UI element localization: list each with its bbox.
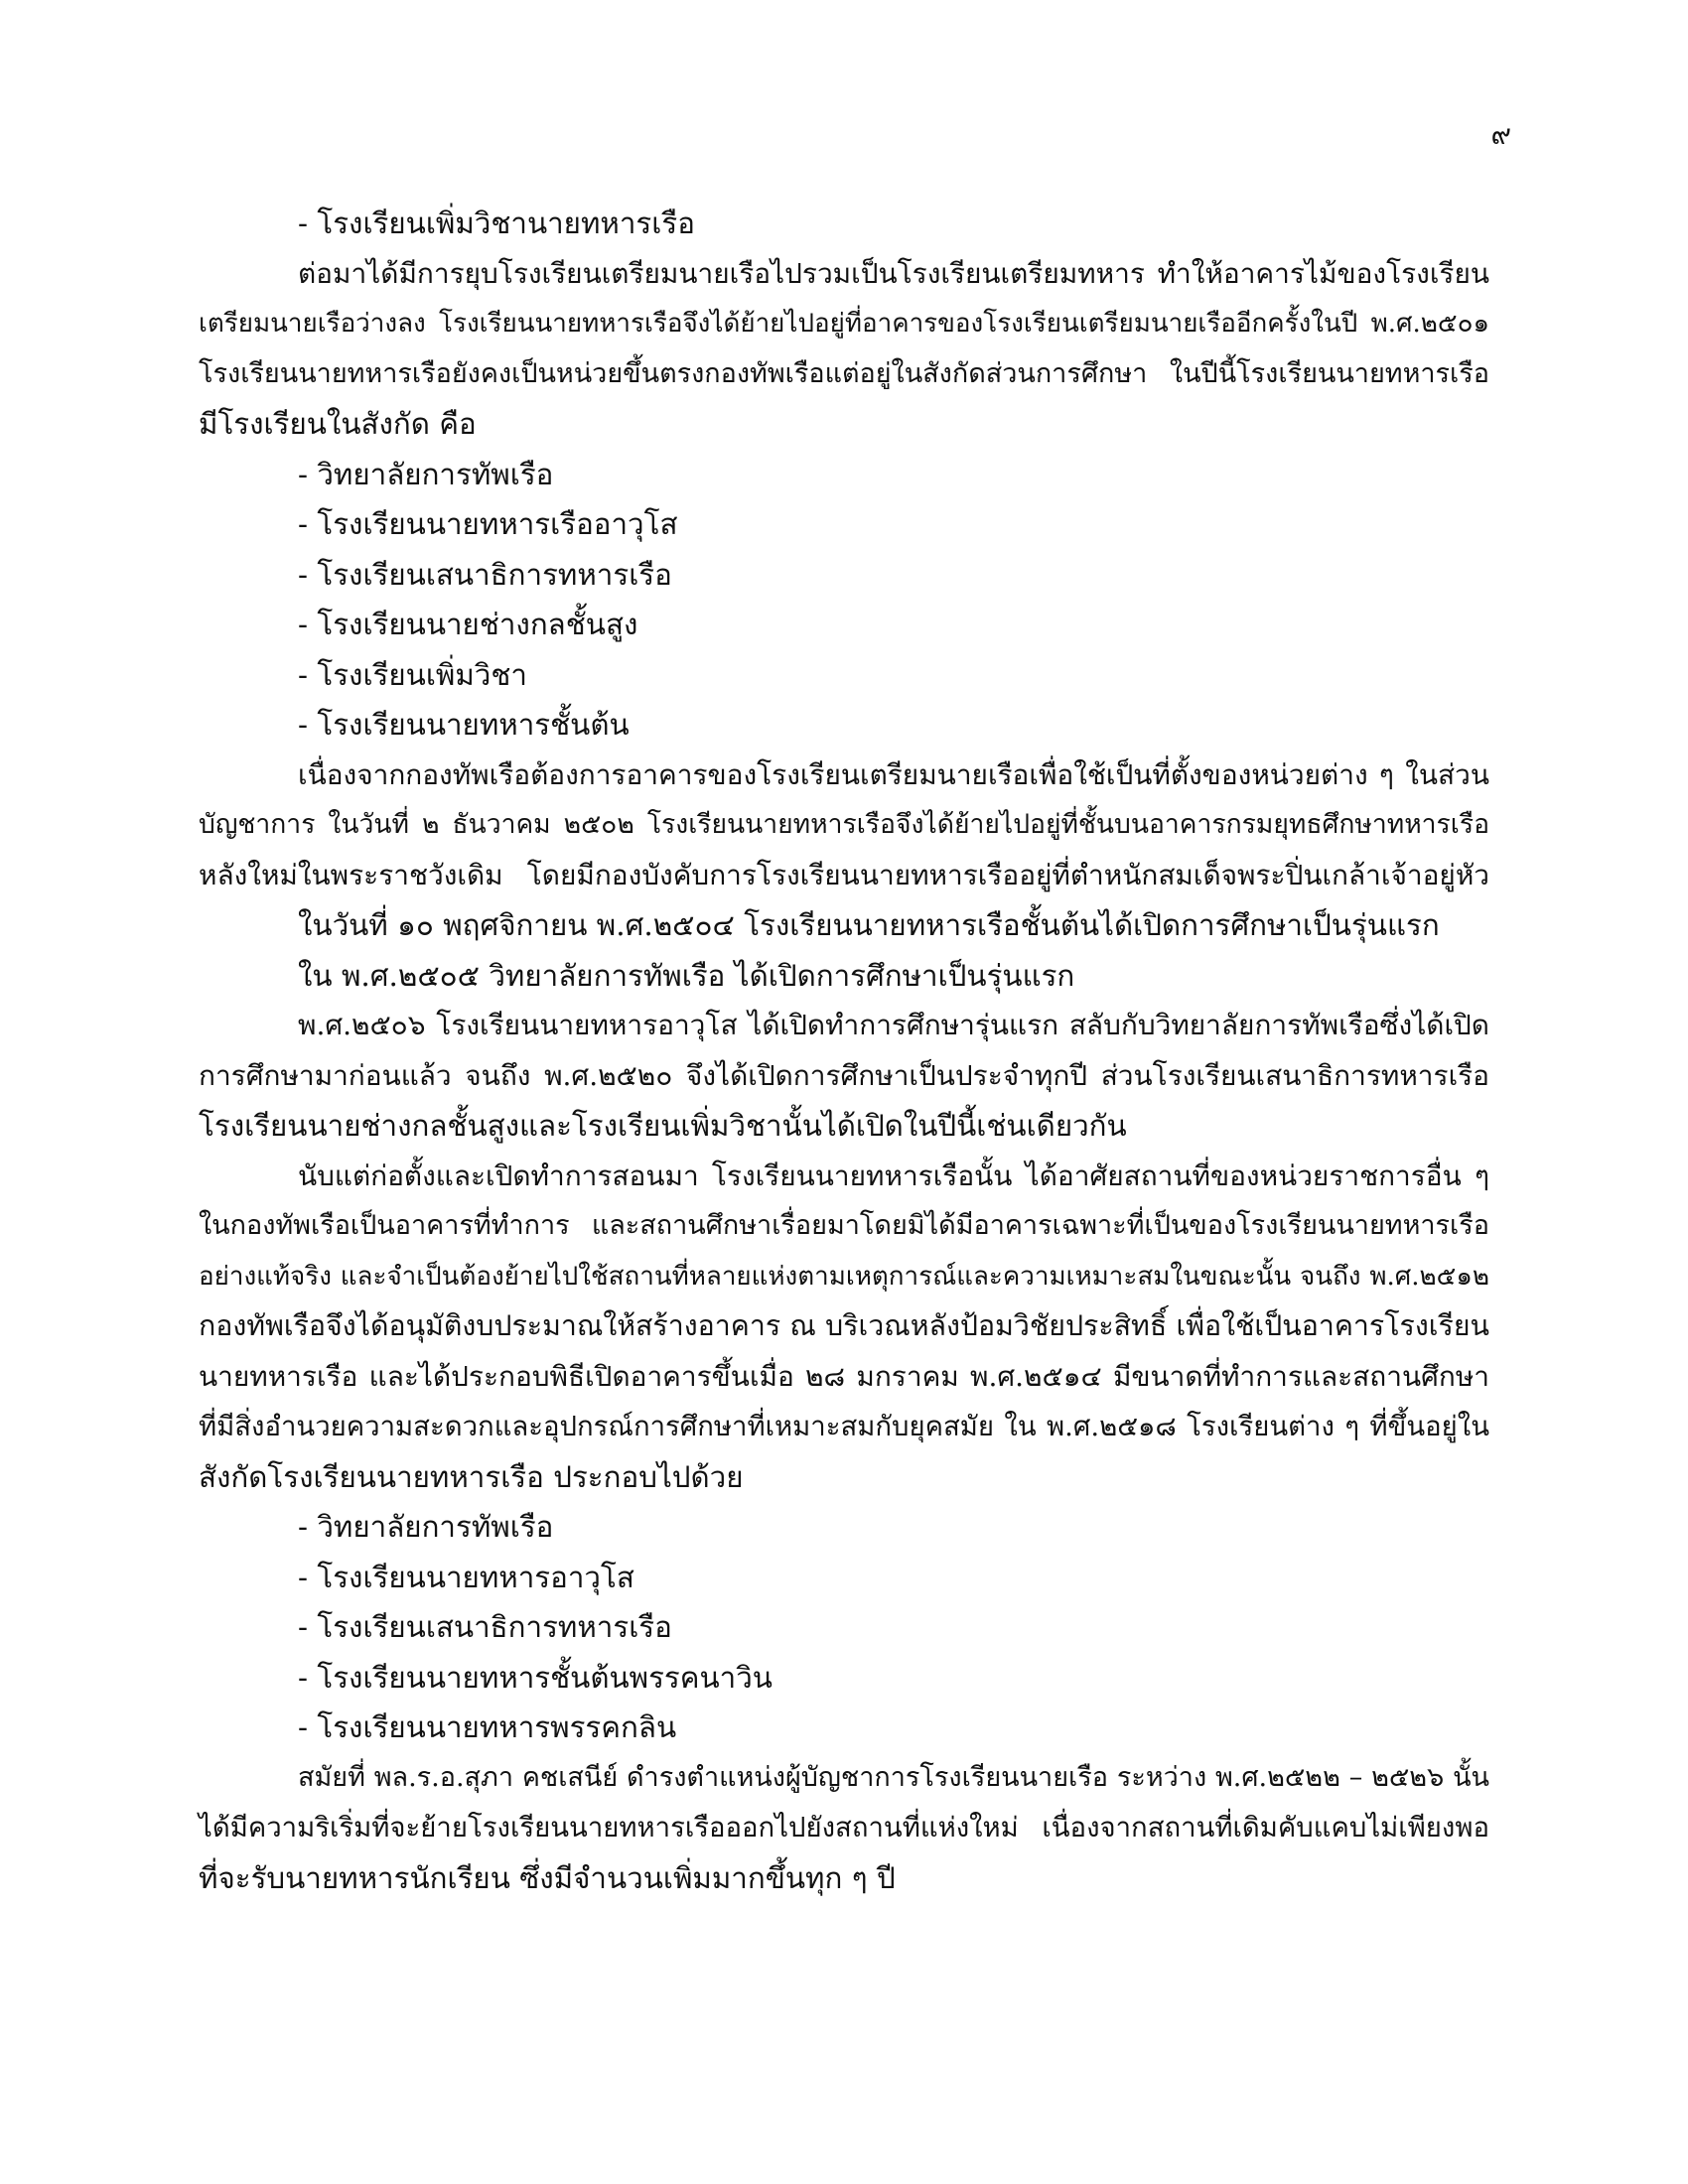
text-line: การศึกษามาก่อนแล้ว จนถึง พ.ศ.๒๕๒๐ จึงได้เปิดการศึกษาเป็นประจำทุกปี ส่วนโรงเรียนเสนาธิการทหารเรือ xyxy=(199,1058,1489,1092)
text-line: ในวันที่ ๑๐ พฤศจิกายน พ.ศ.๒๕๐๔ โรงเรียนนายทหารเรือชั้นต้นได้เปิดการศึกษาเป็นรุ่นแรก xyxy=(298,908,1440,942)
text-line: เนื่องจากกองทัพเรือต้องการอาคารของโรงเรียนเตรียมนายเรือเพื่อใช้เป็นที่ตั้งของหน่วยต่าง ๆ ในส่วน xyxy=(298,757,1489,791)
text-line: พ.ศ.๒๕๐๖ โรงเรียนนายทหารอาวุโส ได้เปิดทำการศึกษารุ่นแรก สลับกับวิทยาลัยการทัพเรือซึ่งได้เปิด xyxy=(298,1009,1489,1041)
page-number: ๙ xyxy=(1490,118,1511,151)
text-line: ในกองทัพเรือเป็นอาคารที่ทำการ และสถานศึกษาเรื่อยมาโดยมิได้มีอาคารเฉพาะที่เป็นของโรงเรียนนายทหารเรือ xyxy=(199,1210,1489,1241)
text-line: - โรงเรียนนายทหารชั้นต้น xyxy=(298,708,630,742)
document-body xyxy=(199,199,1489,1903)
text-line: - โรงเรียนนายทหารชั้นต้นพรรคนาวิน xyxy=(298,1660,773,1695)
text-line: - โรงเรียนนายช่างกลชั้นสูง xyxy=(298,608,638,641)
text-line: - โรงเรียนเสนาธิการทหารเรือ xyxy=(298,557,672,592)
text-line: ที่มีสิ่งอำนวยความสะดวกและอุปกรณ์การศึกษาที่เหมาะสมกับยุคสมัย ใน พ.ศ.๒๕๑๘ โรงเรียนต่าง ๆ ที่ขึ้นอยู่ใน xyxy=(199,1411,1489,1442)
text-line: ที่จะรับนายทหารนักเรียน ซึ่งมีจำนวนเพิ่มมากขึ้นทุก ๆ ปี xyxy=(199,1860,896,1895)
text-line: บัญชาการ ในวันที่ ๒ ธันวาคม ๒๕๐๒ โรงเรียนนายทหารเรือจึงได้ย้ายไปอยู่ที่ชั้นบนอาคารกรมยุทธศึกษาทหารเรือ xyxy=(199,809,1489,840)
text-line: อย่างแท้จริง และจำเป็นต้องย้ายไปใช้สถานที่หลายแห่งตามเหตุการณ์และความเหมาะสมในขณะนั้น จนถึง พ.ศ.๒๕๑๒ xyxy=(199,1261,1489,1292)
text-line: - โรงเรียนนายทหารพรรคกลิน xyxy=(298,1710,677,1744)
text-line: เตรียมนายเรือว่างลง โรงเรียนนายทหารเรือจึงได้ย้ายไปอยู่ที่อาคารของโรงเรียนเตรียมนายเรืออีกครั้งในปี พ.ศ.๒๕๐๑ xyxy=(199,309,1489,339)
text-line: - โรงเรียนเพิ่มวิชา xyxy=(298,657,527,692)
text-line: โรงเรียนนายทหารเรือยังคงเป็นหน่วยขึ้นตรงกองทัพเรือแต่อยู่ในสังกัดส่วนการศึกษา ในปีนี้โรงเรียนนายทหารเรือ xyxy=(199,357,1489,389)
text-line: - โรงเรียนนายทหารอาวุโส xyxy=(298,1560,634,1594)
text-line: - วิทยาลัยการทัพเรือ xyxy=(298,1510,554,1544)
text-line: นับแต่ก่อตั้งและเปิดทำการสอนมา โรงเรียนนายทหารเรือนั้น ได้อาศัยสถานที่ของหน่วยราชการอื่น ๆ xyxy=(298,1159,1489,1192)
text-line: ต่อมาได้มีการยุบโรงเรียนเตรียมนายเรือไปรวมเป็นโรงเรียนเตรียมทหาร ทำให้อาคารไม้ของโรงเรียน xyxy=(298,256,1489,290)
text-line: มีโรงเรียนในสังกัด คือ xyxy=(199,407,477,441)
text-line: โรงเรียนนายช่างกลชั้นสูงและโรงเรียนเพิ่มวิชานั้นได้เปิดในปีนี้เช่นเดียวกัน xyxy=(199,1109,1127,1143)
text-line: สมัยที่ พล.ร.อ.สุภา คชเสนีย์ ดำรงตำแหน่งผู้บัญชาการโรงเรียนนายเรือ ระหว่าง พ.ศ.๒๕๒๒ – ๒๕๒๖ นั้น xyxy=(298,1761,1489,1793)
text-line: - โรงเรียนนายทหารเรืออาวุโส xyxy=(298,507,678,541)
text-line: หลังใหม่ในพระราชวังเดิม โดยมีกองบังคับการโรงเรียนนายทหารเรืออยู่ที่ตำหนักสมเด็จพระปิ่นเกล้าเจ้าอยู่หัว xyxy=(199,858,1489,891)
text-line: - วิทยาลัยการทัพเรือ xyxy=(298,457,554,491)
text-line: - โรงเรียนเพิ่มวิชานายทหารเรือ xyxy=(298,206,695,240)
text-line: - โรงเรียนเสนาธิการทหารเรือ xyxy=(298,1610,672,1644)
text-line: นายทหารเรือ และได้ประกอบพิธีเปิดอาคารขึ้นเมื่อ ๒๘ มกราคม พ.ศ.๒๕๑๔ มีขนาดที่ทำการและสถานศึกษา xyxy=(199,1359,1489,1393)
text-line: กองทัพเรือจึงได้อนุมัติงบประมาณให้สร้างอาคาร ณ บริเวณหลังป้อมวิชัยประสิทธิ์ เพื่อใช้เป็นอาคารโรงเรียน xyxy=(199,1309,1489,1342)
text-line: สังกัดโรงเรียนนายทหารเรือ ประกอบไปด้วย xyxy=(199,1459,744,1494)
text-line: ได้มีความริเริ่มที่จะย้ายโรงเรียนนายทหารเรือออกไปยังสถานที่แห่งใหม่ เนื่องจากสถานที่เดิมคับแคบไม่เพียงพอ xyxy=(199,1812,1489,1843)
text-line: ใน พ.ศ.๒๕๐๕ วิทยาลัยการทัพเรือ ได้เปิดการศึกษาเป็นรุ่นแรก xyxy=(298,958,1075,993)
